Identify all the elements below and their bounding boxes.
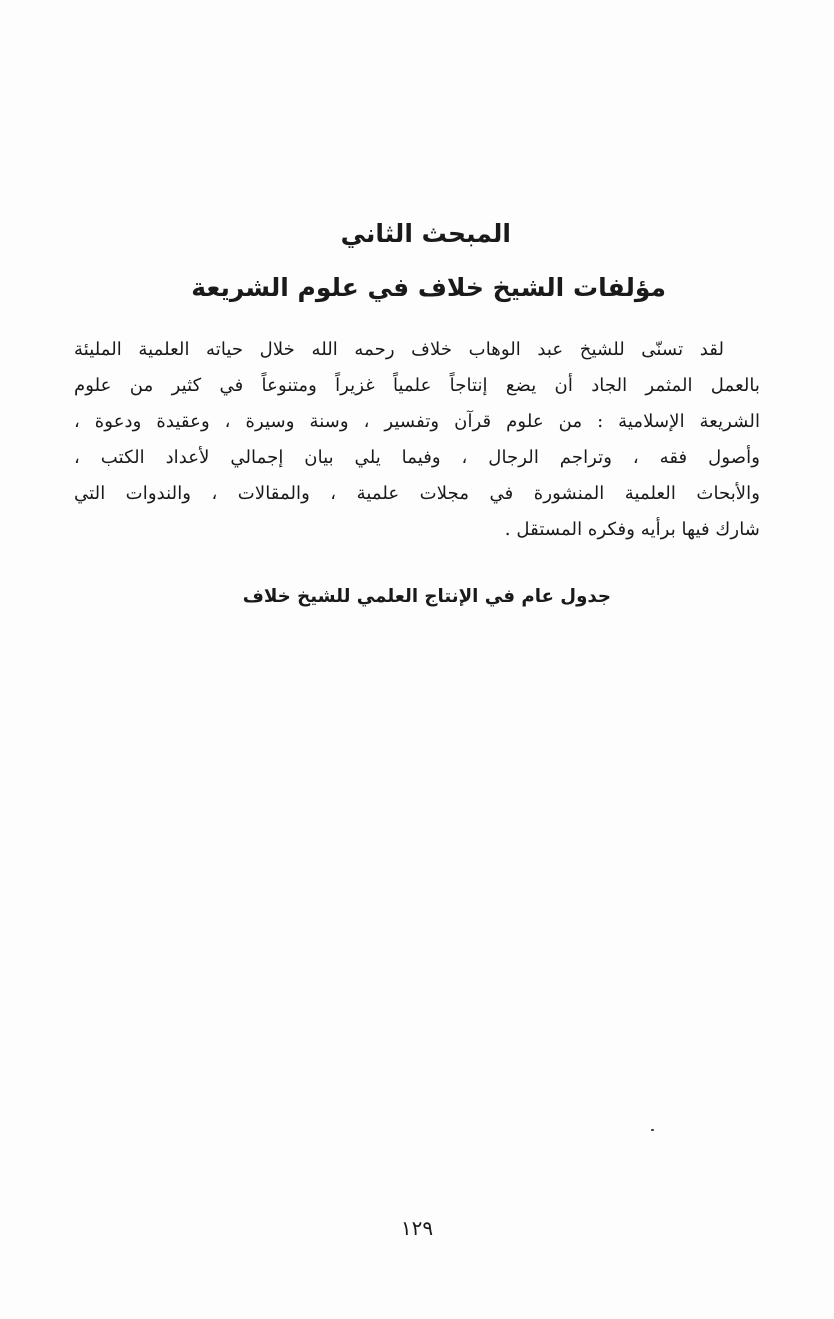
scan-speck xyxy=(651,1129,654,1131)
page-number: ١٢٩ xyxy=(400,1216,434,1240)
paragraph-line: الشريعة الإسلامية : من علوم قرآن وتفسير ، وسنة وسيرة ، وعقيدة ودعوة ، xyxy=(74,411,760,432)
section-title: مؤلفات الشيخ خلاف في علوم الشريعة xyxy=(191,273,666,302)
paragraph-line: وأصول فقه ، وتراجم الرجال ، وفيما يلي بيان إجمالي لأعداد الكتب ، xyxy=(74,447,760,468)
body-paragraph xyxy=(74,332,760,548)
paragraph-line: بالعمل المثمر الجاد أن يضع إنتاجاً علمياً غزيراً ومتنوعاً في كثير من علوم xyxy=(74,375,760,396)
paragraph-line: والأبحاث العلمية المنشورة في مجلات علمية ، والمقالات ، والندوات التي xyxy=(74,483,760,504)
paragraph-line: لقد تسنّى للشيخ عبد الوهاب خلاف رحمه الله خلال حياته العلمية المليئة xyxy=(74,339,724,360)
table-caption: جدول عام في الإنتاج العلمي للشيخ خلاف xyxy=(242,586,611,607)
paragraph-line: شارك فيها برأيه وفكره المستقل . xyxy=(504,519,760,540)
section-heading: المبحث الثاني xyxy=(340,219,511,248)
